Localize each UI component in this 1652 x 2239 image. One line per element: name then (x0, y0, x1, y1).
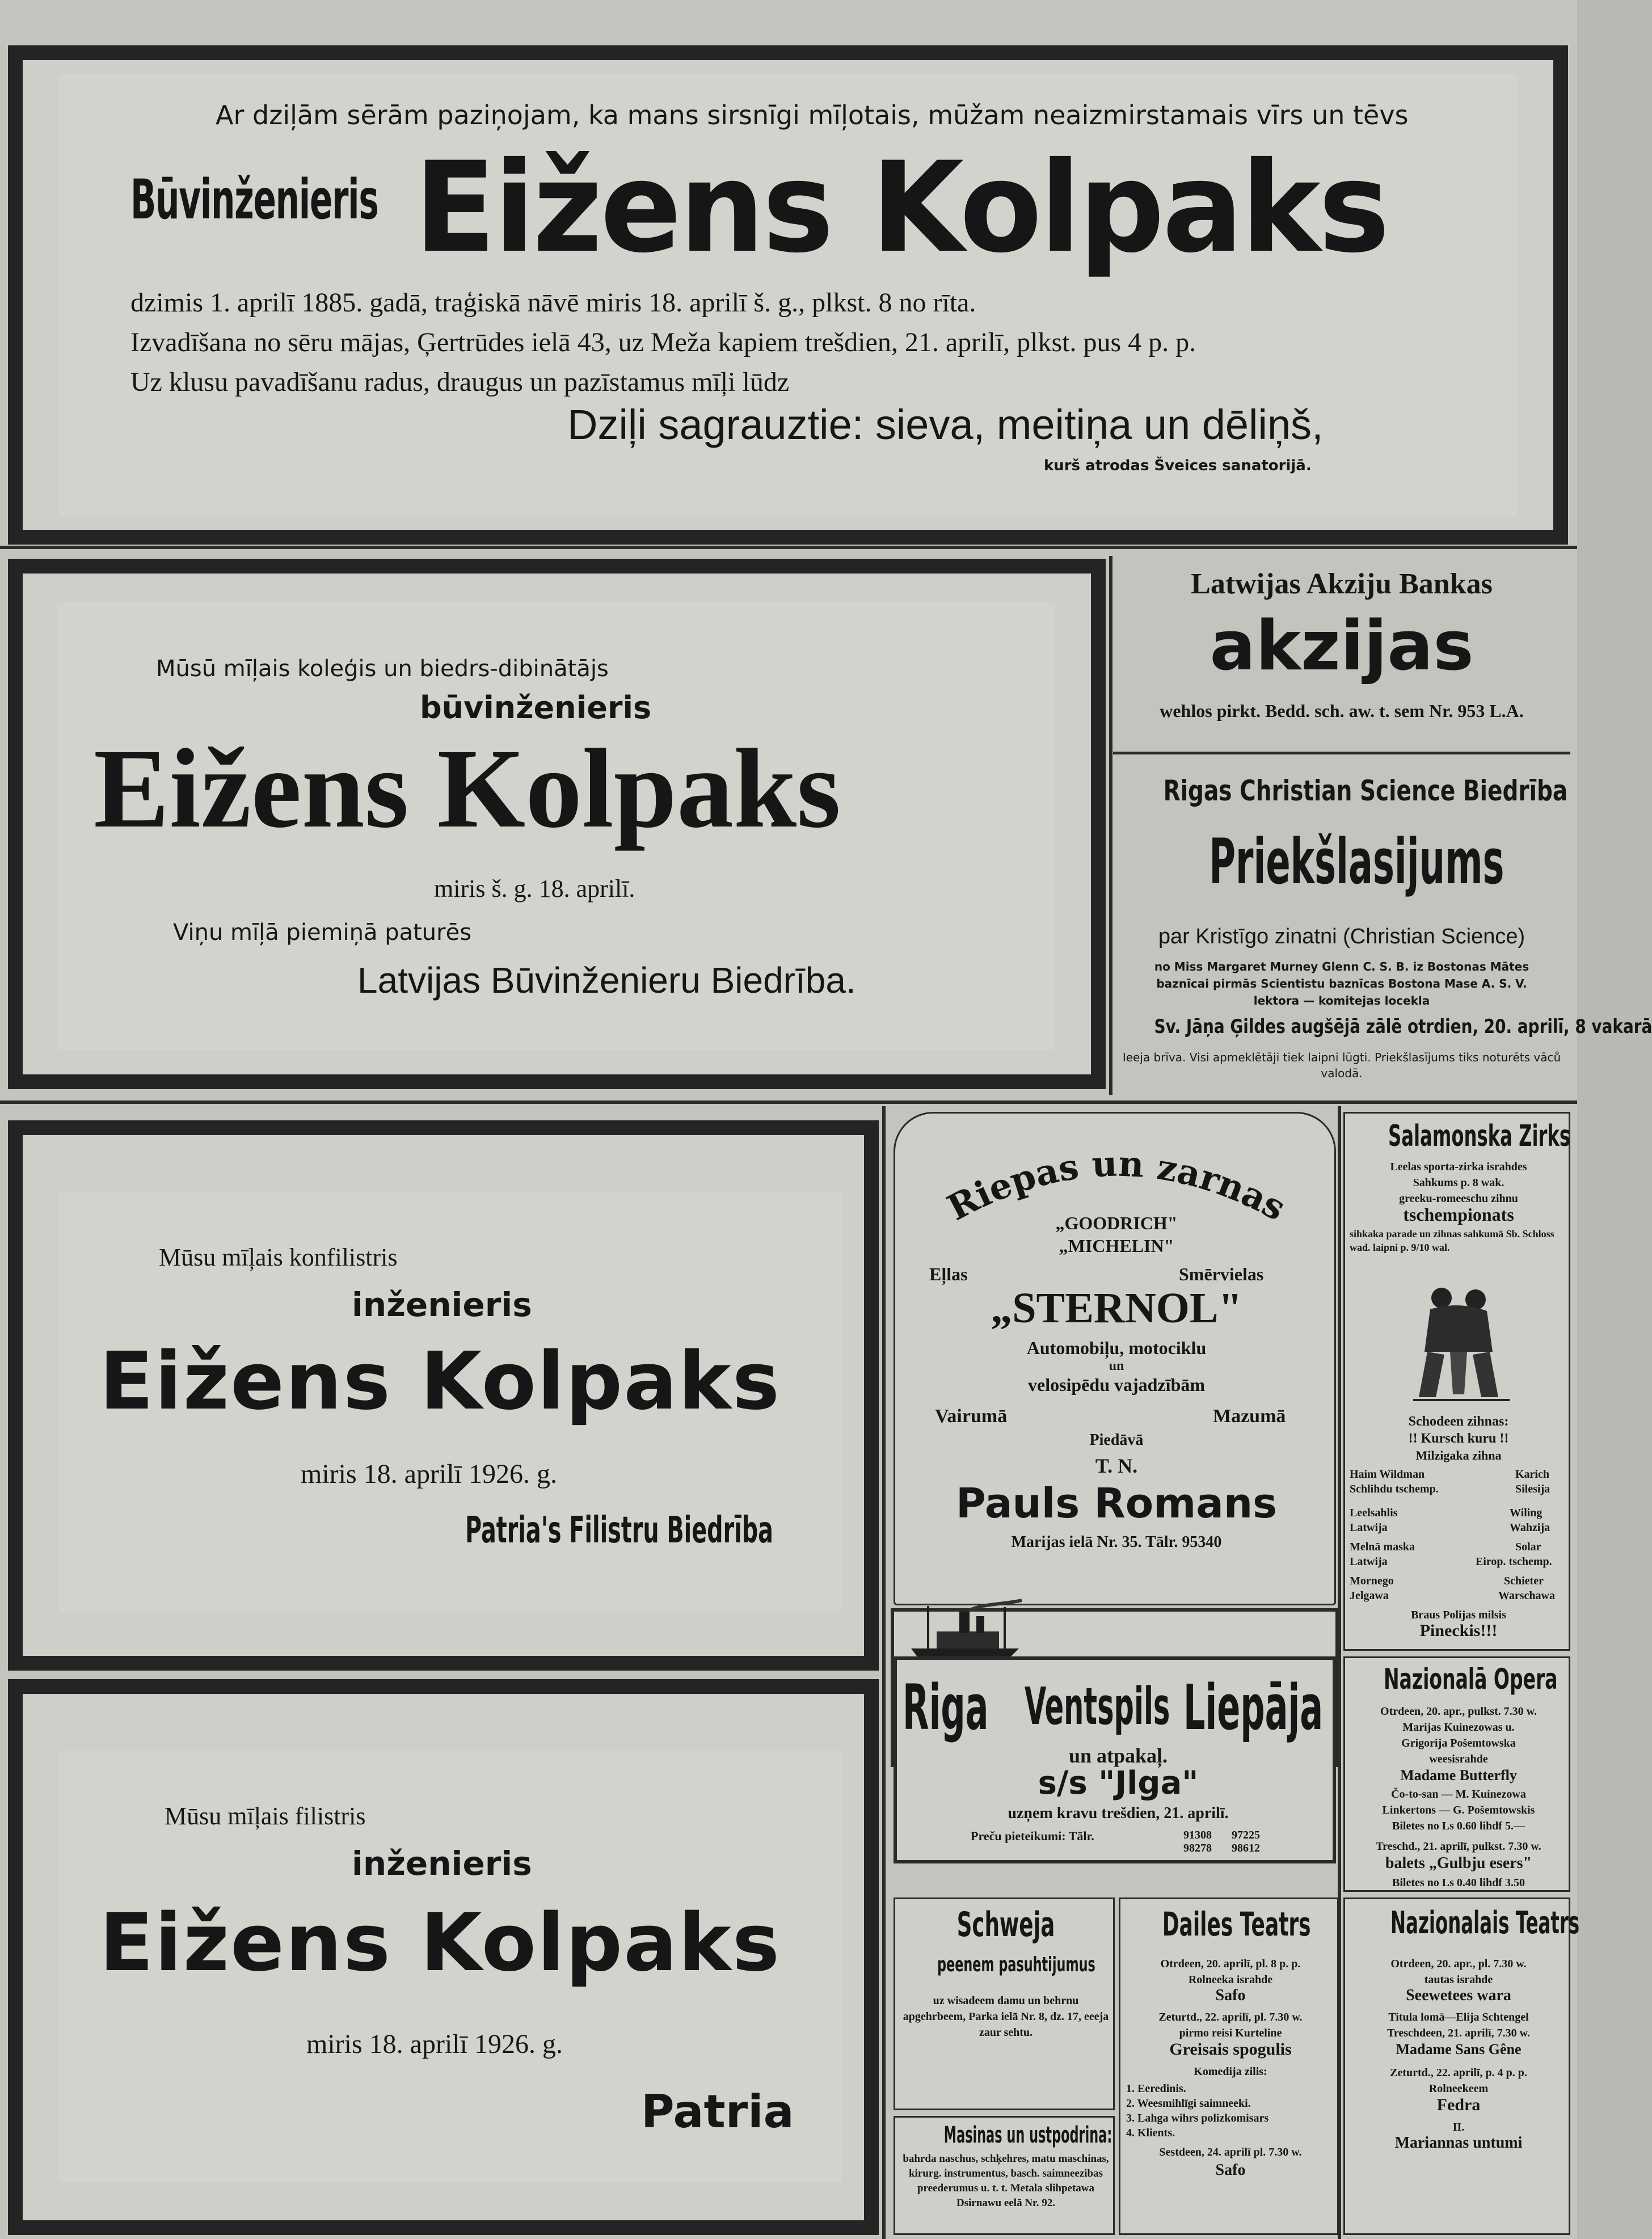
obituary-title: inženieris (352, 1285, 532, 1324)
obituary-died: miris š. g. 18. aprilī. (434, 875, 635, 903)
national-line-5: Treschdeen, 21. aprilī, 7.30 w. (1386, 2027, 1531, 2039)
ship-main-ad (894, 1656, 1336, 1863)
circus-line-4: tschempionats (1403, 1204, 1514, 1225)
ship-route-2: Ventspils (1025, 1677, 1170, 1736)
ship-phone-2: 98278 (1183, 1842, 1212, 1854)
tyres-retail: Mazumā (1213, 1406, 1286, 1427)
circus-ad (1343, 1112, 1570, 1651)
science-line-3: lektora — komitejas locekla (1253, 994, 1430, 1007)
circus-pair-1-left: Haim Wildman (1350, 1468, 1425, 1481)
opera-line-11: Biletes no Ls 0.40 lihdf 3.50 (1392, 1877, 1525, 1889)
dailes-line-11: 4. Klients. (1126, 2127, 1175, 2139)
circus-pair-6-right: Eirop. tschemp. (1476, 1555, 1552, 1568)
circus-fight: !! Kursch kuru !! (1408, 1431, 1509, 1446)
national-line-4: Titula lomā—Elija Schtengel (1388, 2011, 1529, 2023)
tyres-firm: T. N. (1095, 1454, 1138, 1477)
obituary-signature: Latvijas Būvinženieru Biedrība. (357, 960, 856, 1001)
obituary-memory: Viņu mīļā piemiņā paturēs (173, 920, 472, 946)
obituary-invite-line: Uz klusu pavadīšanu radus, draugus un pazīstamus mīļi lūdz (130, 367, 790, 397)
tyres-sternol-ad (894, 1112, 1336, 1605)
dailes-line-7: Komedija zilis: (1194, 2065, 1267, 2078)
circus-foot-1: Braus Polijas milsis (1411, 1609, 1506, 1621)
science-headline: Priekšlasijums (1209, 825, 1504, 898)
obituary-intro: Mūsū mīļais koleģis un biedrs-dibinātājs (156, 656, 609, 682)
opera-ad (1343, 1656, 1570, 1892)
science-foot: Ieeja brīva. Visi apmeklētāji tiek laipni lūgti. Priekšlasījums tiks noturēts vāců valodā. (1122, 1051, 1561, 1080)
tyres-brand-1: „GOODRICH" (1055, 1213, 1178, 1233)
national-line-2: tautas israhde (1424, 1974, 1493, 1986)
circus-pair-1-right: Karich (1515, 1468, 1549, 1481)
opera-line-3: Grigorija Pošemtowska (1401, 1737, 1516, 1749)
obituary-ad-konfilistris (8, 1120, 879, 1671)
obituary-name: Eižens Kolpaks (99, 1335, 781, 1428)
dailes-line-10: 3. Lahga wihrs polizkomisars (1126, 2112, 1269, 2124)
obituary-name: Eižens Kolpaks (99, 1897, 781, 1989)
ship-cargo: uzņem kravu trešdien, 21. aprilī. (1008, 1804, 1229, 1822)
dailes-line-8: 1. Eeredinis. (1126, 2082, 1186, 2095)
obituary-note: kurš atrodas Šveices sanatorijā. (1044, 457, 1312, 474)
national-title: Nazionalais Teatrs (1390, 1905, 1580, 1941)
sharpening-text: bahrda naschus, schķehres, matu maschinas, kirurg. instrumentus, basch. saimneezibas preederumus u. t. t. Metala slihpetawa Dsirnawu eelā Nr. 92. (903, 2153, 1109, 2209)
obituary-title: inženieris (352, 1844, 532, 1883)
dailes-line-6: Greisais spogulis (1169, 2040, 1292, 2059)
circus-pair-4-right: Wahzija (1510, 1521, 1550, 1534)
seamstress-ad (894, 1898, 1115, 2110)
national-line-10: II. (1452, 2121, 1465, 2133)
circus-title: Salamonska Zirks (1388, 1119, 1571, 1153)
obituary-ad-filistris (8, 1679, 879, 2235)
opera-line-7: Linkertons — G. Pošemtowskis (1382, 1804, 1535, 1816)
bank-title: Latwijas Akziju Bankas (1191, 568, 1493, 600)
opera-line-8: Biletes no Ls 0.60 lihdf 5.— (1392, 1820, 1525, 1832)
dailes-line-13: Safo (1215, 2161, 1246, 2179)
obituary-ad-engineers (8, 559, 1106, 1089)
christian-science-ad (1113, 757, 1652, 1089)
dailes-theatre-ad (1119, 1898, 1339, 2235)
tyres-line-1: Automobiļu, motociklu (1026, 1338, 1207, 1358)
obituary-intro: Mūsu mīļais konfilistris (159, 1243, 398, 1271)
circus-pair-5-left: Melnā maska (1350, 1541, 1415, 1553)
science-line-1: no Miss Margaret Murney Glenn C. S. B. iz Bostonas Mātes (1154, 960, 1529, 973)
tyres-line-1b: un (1109, 1359, 1124, 1373)
opera-line-2: Marijas Kuinezowas u. (1402, 1721, 1515, 1734)
national-line-8: Rolneekeem (1428, 2082, 1489, 2095)
obituary-intro: Mūsu mīļais filistris (165, 1802, 366, 1830)
ship-phones-label: Preču pieteikumi: Tālr. (971, 1829, 1094, 1843)
circus-line-1: Leelas sporta-zirka israhdes (1390, 1161, 1527, 1173)
circus-foot-2: Pineckis!!! (1419, 1621, 1498, 1640)
obituary-intro: Ar dziļām sērām paziņojam, ka mans sirsnīgi mīļotais, mūžam neaizmirstamais vīrs un tēvs (216, 100, 1409, 130)
obituary-died: miris 18. aprilī 1926. g. (306, 2029, 563, 2059)
circus-pair-8-left: Jelgawa (1350, 1589, 1389, 1602)
ship-vessel: s/s "Jlga" (1038, 1765, 1199, 1802)
tyres-address: Marijas ielā Nr. 35. Tālr. 95340 (1011, 1533, 1222, 1551)
obituary-signature: Patria's Filistru Biedrība (465, 1509, 773, 1551)
tyres-oils: Eļlas (929, 1264, 968, 1284)
steamship-icon (905, 1600, 1025, 1663)
tyres-brand-2: „MICHELIN" (1059, 1236, 1174, 1256)
bank-shares-ad (1113, 562, 1570, 749)
circus-pair-6-left: Latwija (1350, 1555, 1388, 1568)
national-theatre-ad (1343, 1898, 1580, 2235)
ship-route-1: Riga (903, 1671, 989, 1744)
bank-line: wehlos pirkt. Bedd. sch. aw. t. sem Nr. 953 L.A. (1160, 701, 1524, 721)
circus-pair-2-right: Silesija (1515, 1483, 1550, 1495)
dailes-line-12: Sestdeen, 24. aprilī pl. 7.30 w. (1159, 2146, 1302, 2158)
circus-line-3: greeku-romeeschu zihnu (1399, 1192, 1518, 1205)
obituary-title: Būvinženieris (130, 168, 378, 231)
opera-line-10: balets „Gulbju esers" (1385, 1854, 1532, 1872)
ship-phone-1: 91308 (1183, 1829, 1212, 1841)
obituary-signature: Dziļi sagrauztie: sieva, meitiņa un dēliņš, (567, 401, 1324, 448)
circus-pair-2-left: Schlihdu tschemp. (1350, 1483, 1439, 1495)
obituary-name: Eižens Kolpaks (414, 135, 1388, 280)
national-line-1: Otrdeen, 20. apr., pl. 7.30 w. (1390, 1958, 1527, 1970)
national-line-3: Seewetees wara (1406, 1987, 1511, 2004)
opera-line-5: Madame Butterfly (1400, 1767, 1517, 1783)
ship-route-3: Liepāja (1183, 1671, 1324, 1744)
tyres-wholesale: Vairumā (935, 1406, 1008, 1427)
circus-today: Schodeen zihnas: (1408, 1414, 1509, 1429)
circus-pair-4-left: Latwija (1350, 1521, 1388, 1534)
ship-back: un atpakaļ. (1068, 1744, 1168, 1767)
circus-pair-3-left: Leelsahlis (1350, 1507, 1398, 1519)
tyres-company: Pauls Romans (956, 1479, 1277, 1527)
circus-line-2: Sahkums p. 8 wak. (1413, 1177, 1504, 1189)
tyres-offers: Piedāvā (1089, 1431, 1144, 1449)
ship-phone-4: 98612 (1232, 1842, 1260, 1854)
circus-pair-8-right: Warschawa (1498, 1589, 1555, 1602)
tyres-line-2: velosipēdu vajadzībām (1027, 1374, 1206, 1395)
tyres-lubricants: Smērvielas (1179, 1264, 1264, 1284)
dailes-line-2: Rolneeka israhde (1188, 1974, 1273, 1986)
circus-pair-3-right: Wiling (1510, 1507, 1543, 1519)
circus-match: Milzigaka zihna (1415, 1448, 1502, 1462)
obituary-died: miris 18. aprilī 1926. g. (301, 1459, 557, 1489)
national-line-6: Madame Sans Gêne (1396, 2041, 1522, 2057)
seamstress-text: uz wisadeem damu un behrnu apgehrbeem, Parka ielā Nr. 8, dz. 17, eeeja zaur sehtu. (903, 1995, 1109, 2039)
tyres-arc-text: Riepas un zarnas (941, 1142, 1293, 1229)
opera-line-9: Treschd., 21. aprilī, pulkst. 7.30 w. (1376, 1840, 1541, 1853)
obituary-signature: Patria (641, 2085, 794, 2138)
obituary-name: Eižens Kolpaks (94, 726, 841, 851)
wrestlers-icon (1396, 1278, 1521, 1403)
science-title: Rigas Christian Science Biedrība (1163, 774, 1568, 807)
sharpening-ad (894, 2116, 1115, 2235)
bank-headline: akzijas (1210, 607, 1474, 686)
circus-pair-5-right: Solar (1515, 1541, 1541, 1553)
dailes-line-3: Safo (1215, 1987, 1246, 2004)
obituary-funeral-line: Izvadīšana no sēru mājas, Ģertrūdes ielā 43, uz Meža kapiem trešdien, 21. aprilī, plkst. pus 4 p. p. (130, 327, 1196, 357)
science-line-2: baznīcai pirmās Scientistu baznīcas Bostona Mase A. S. V. (1156, 977, 1527, 990)
circus-pair-7-left: Mornego (1350, 1575, 1394, 1587)
ship-phone-3: 97225 (1232, 1829, 1260, 1841)
national-line-7: Zeturtd., 22. aprilī, p. 4 p. p. (1390, 2067, 1527, 2079)
seamstress-title: Schweja (956, 1905, 1055, 1945)
dailes-line-5: pirmo reisi Kurteline (1179, 2027, 1282, 2039)
tyres-product: „STERNOL" (991, 1284, 1242, 1332)
obituary-birth-line: dzimis 1. aprilī 1885. gadā, traģiskā nāvē miris 18. aprilī š. g., plkst. 8 no rīta. (130, 288, 976, 318)
science-sub: par Kristīgo zinatni (Christian Science) (1158, 925, 1525, 948)
sharpening-title: Masinas un ustpodrina: (943, 2122, 1112, 2148)
national-line-9: Fedra (1436, 2095, 1481, 2114)
dailes-line-9: 2. Weesmihlīgi saimneeki. (1126, 2097, 1251, 2110)
seamstress-sub: peenem pasuhtijumus (937, 1953, 1095, 1976)
dailes-title: Dailes Teatrs (1162, 1905, 1311, 1943)
dailes-line-1: Otrdeen, 20. aprilī, pl. 8 p. p. (1160, 1958, 1301, 1970)
opera-title: Nazionalā Opera (1384, 1663, 1558, 1696)
opera-line-4: weesisrahde (1429, 1753, 1488, 1765)
national-line-11: Mariannas untumi (1394, 2134, 1523, 2152)
obituary-title: būvinženieris (420, 690, 652, 726)
opera-line-1: Otrdeen, 20. apr., pulkst. 7.30 w. (1380, 1705, 1537, 1718)
opera-line-6: Čo-to-san — M. Kuinezowa (1391, 1788, 1526, 1801)
obituary-ad-family (8, 45, 1568, 545)
science-venue: Sv. Jāņa Ģildes augšējā zālē otrdien, 20. aprilī, 8 vakarā (1154, 1015, 1652, 1038)
circus-line-5: sihkaka parade un zihnas sahkumā Sb. Schloss wad. laipni p. 9/10 wal. (1350, 1228, 1554, 1253)
dailes-line-4: Zeturtd., 22. aprilī, pl. 7.30 w. (1158, 2011, 1303, 2023)
circus-pair-7-right: Schieter (1504, 1575, 1544, 1587)
